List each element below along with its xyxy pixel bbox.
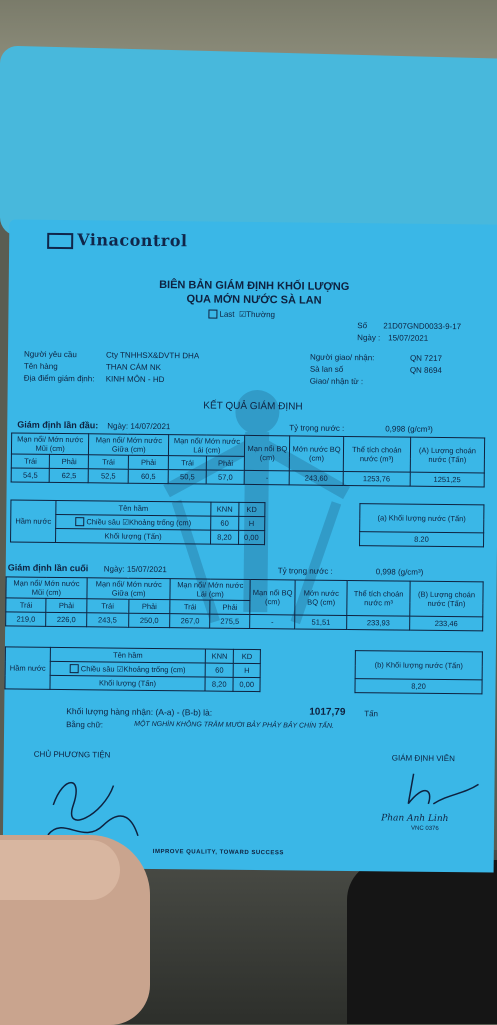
ten-ham-header: Tên hầm (56, 500, 211, 516)
th-giua: Mạn nổi/ Mớn nước Giữa (cm) (87, 578, 171, 600)
sub-phai: Phải (50, 454, 89, 468)
inspector-signature (393, 764, 484, 815)
first-density-label: Tỷ trọng nước : (289, 423, 345, 433)
type-options: Last ☑Thường (208, 310, 275, 320)
in-words-value: MỘT NGHÌN KHÔNG TRĂM MƯỜI BẢY PHẢY BẢY CHÍN TẤN. (134, 720, 335, 730)
barge-label: Sà lan số (309, 364, 344, 374)
cell: 1251,25 (410, 472, 484, 487)
th-mui: Mạn nổi/ Mớn nước Mũi (cm) (11, 433, 88, 455)
kl-label: Khối lượng (Tấn) (56, 528, 211, 544)
so-value: 21D07GND0033-9-17 (383, 321, 462, 332)
th-lai: Mạn nổi/ Mớn nước Lái (cm) (169, 435, 245, 457)
doc-title-line2: QUA MỚN NƯỚC SÀ LAN (186, 293, 322, 307)
th-the-tich: Thể tích choán nước m³ (347, 581, 410, 617)
sub-phai: Phải (128, 599, 170, 613)
last-survey-date: Ngày: 15/07/2021 (103, 564, 167, 575)
cell: 62,5 (49, 468, 88, 482)
a-label: (a) Khối lượng nước (Tấn) (359, 504, 483, 533)
cell: 243,60 (290, 471, 344, 486)
sub-trai: Trái (87, 599, 129, 613)
knn-header: KNN (205, 649, 234, 663)
net-weight-label: Khối lượng hàng nhận: (A-a) - (B-b) là: (66, 706, 213, 718)
in-words-label: Bằng chữ: (66, 720, 104, 730)
chieu-sau-checkbox[interactable] (75, 517, 84, 526)
inspector-code: VNC 0376 (411, 825, 439, 832)
net-weight-value: 1017,79 (309, 706, 346, 718)
first-ballast-table (10, 499, 484, 547)
cell: 219,0 (6, 612, 47, 626)
ham-type: Chiều sâu ☑Khoảng trống (cm) (56, 514, 211, 530)
sub-trai: Trái (170, 600, 210, 614)
location-label: Địa điểm giám định: (23, 373, 95, 384)
so-label: Số (357, 321, 368, 331)
th-lai: Mạn nổi/ Mớn nước Lái (cm) (170, 579, 250, 601)
first-survey-date: Ngày: 14/07/2021 (107, 421, 171, 432)
inspector-name: Phan Anh Linh (381, 813, 449, 825)
a-value: 8.20 (359, 532, 483, 547)
brand-logo: Vinacontrol (47, 230, 188, 250)
first-draft-table (11, 432, 485, 487)
location-value: KINH MÔN - HD (105, 374, 165, 385)
th-man-noi-bq: Mạn nổi BQ (cm) (245, 435, 290, 470)
kd-value: H (238, 516, 264, 530)
th-luong-choan: (A) Lượng choán nước (Tấn) (410, 437, 485, 473)
cell: - (250, 614, 295, 628)
holding-thumb (0, 840, 120, 900)
goods-label: Tên hàng (23, 361, 58, 371)
kl-kd: 0,00 (233, 677, 260, 691)
kl-label: Khối lượng (Tấn) (50, 675, 205, 691)
document-sheet (3, 219, 497, 872)
kd-header: KD (234, 649, 261, 663)
sub-trai: Trái (89, 455, 129, 469)
sub-phai: Phải (210, 600, 250, 614)
th-the-tich: Thể tích choán nước (m³) (343, 436, 410, 472)
ham-label: Hầm nước (5, 647, 50, 689)
kd-value: H (233, 663, 260, 677)
cell: 52,5 (88, 469, 128, 483)
last-checkbox[interactable] (208, 310, 217, 319)
th-man-noi-bq: Mạn nổi BQ (cm) (250, 579, 296, 614)
from-label: Giao/ nhận từ : (309, 376, 364, 387)
ngay-value: 15/07/2021 (388, 333, 429, 343)
cell: 267,0 (170, 614, 210, 628)
cell: 275,5 (210, 614, 250, 628)
cell: 233,46 (410, 616, 483, 631)
ten-ham-header: Tên hầm (50, 647, 205, 663)
cell: - (245, 470, 290, 484)
th-giua: Mạn nổi/ Mớn nước Giữa (cm) (89, 434, 169, 456)
owner-signature (43, 765, 144, 846)
scale-icon (47, 232, 73, 248)
goods-value: THAN CÁM NK (105, 362, 162, 373)
checked-icon[interactable]: ☑ (116, 664, 124, 674)
requester-label: Người yêu cầu (23, 349, 77, 360)
knn-header: KNN (211, 502, 239, 516)
cell: 250,0 (128, 613, 170, 627)
owner-sign-title: CHỦ PHƯƠNG TIỆN (33, 749, 111, 760)
sub-phai: Phải (206, 456, 245, 470)
net-weight-unit: Tấn (364, 709, 379, 719)
kl-knn: 8,20 (205, 677, 234, 691)
b-value: 8,20 (355, 679, 482, 694)
sub-phai: Phải (128, 455, 169, 469)
normal-check-icon[interactable]: ☑ (238, 309, 247, 319)
ham-label: Hầm nước (11, 500, 56, 542)
rolled-sheet (0, 45, 497, 248)
last-density-value: 0,998 (g/cm³) (375, 567, 424, 577)
b-label: (b) Khối lượng nước (Tấn) (355, 651, 482, 680)
footer-slogan: IMPROVE QUALITY, TOWARD SUCCESS (152, 848, 284, 857)
deliverer-label: Người giao/ nhận: (309, 352, 375, 363)
kl-kd: 0,00 (238, 530, 264, 544)
th-luong-choan: (B) Lượng choán nước (Tấn) (410, 581, 483, 617)
cell: 51,51 (295, 615, 347, 630)
last-draft-table (5, 576, 483, 631)
barge-value: QN 8694 (409, 365, 442, 375)
requester-value: Cty TNHHSX&DVTH DHA (105, 350, 200, 361)
inspector-sign-title: GIÁM ĐỊNH VIÊN (391, 753, 455, 764)
chieu-sau-checkbox[interactable] (70, 664, 79, 673)
cell: 243,5 (86, 613, 128, 627)
doc-title-line1: BIÊN BẢN GIÁM ĐỊNH KHỐI LƯỢNG (159, 279, 350, 294)
sub-phai: Phải (46, 598, 87, 612)
knn-value: 60 (211, 516, 239, 530)
sub-trai: Trái (6, 598, 47, 612)
last-ballast-table (4, 646, 482, 694)
shoe (347, 860, 497, 1024)
cell: 57,0 (206, 470, 245, 484)
cell: 233,93 (347, 616, 410, 631)
last-density-label: Tỷ trọng nước : (277, 566, 333, 576)
ham-type: Chiều sâu ☑Khoảng trống (cm) (50, 661, 205, 677)
th-mui: Mạn nổi/ Mớn nước Mũi (cm) (6, 577, 87, 599)
sub-trai: Trái (169, 456, 207, 470)
cell: 1253,76 (343, 471, 410, 486)
checked-icon[interactable]: ☑ (122, 517, 130, 527)
cell: 50,5 (168, 470, 206, 484)
th-mon-nuoc-bq: Mớn nước BQ (cm) (290, 436, 344, 472)
first-density-value: 0,998 (g/cm³) (385, 424, 433, 434)
ngay-label: Ngày : (357, 333, 381, 343)
kd-header: KD (239, 502, 265, 516)
last-survey-label: Giám định lần cuối (7, 562, 89, 574)
th-mon-nuoc-bq: Mớn nước BQ (cm) (295, 580, 347, 616)
cell: 60,5 (128, 469, 169, 483)
cell: 54,5 (11, 468, 49, 482)
first-survey-label: Giám định lần đầu: (17, 419, 99, 431)
deliverer-value: QN 7217 (409, 353, 443, 363)
cell: 226,0 (46, 612, 87, 626)
result-heading: KẾT QUẢ GIÁM ĐỊNH (203, 400, 303, 413)
sub-trai: Trái (11, 454, 49, 468)
knn-value: 60 (205, 663, 234, 677)
kl-knn: 8,20 (211, 530, 239, 544)
